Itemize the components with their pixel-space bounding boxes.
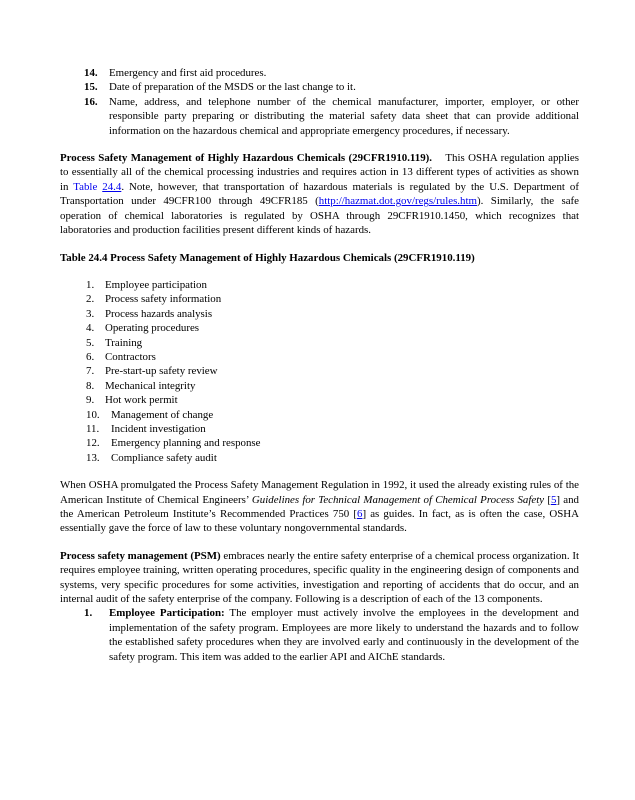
psm-definition-paragraph <box>60 549 579 607</box>
table-item <box>60 350 579 364</box>
table-item-text: Process safety information <box>105 293 222 306</box>
table-item <box>60 379 579 393</box>
list-item <box>60 95 579 138</box>
table-item-text: Compliance safety audit <box>111 451 217 464</box>
psm-heading: Process Safety Management of Highly Hazardous Chemicals (29CFR1910.119). <box>60 152 433 165</box>
osha-paragraph <box>60 478 579 536</box>
item-number: 1. <box>84 607 93 620</box>
osha-ref-open: [ <box>544 493 551 506</box>
table-item-number: 13. <box>86 451 100 464</box>
psm-components-list <box>60 606 579 664</box>
table-item <box>60 278 579 292</box>
psm-definition-text: embraces nearly the entire safety enterprise of a chemical process organization. It requires employee training, written operating procedures, specific quality in the engineering design of components and systems, very specific procedures for some activities, investigation and reporting of accidents that do occur, and an internal audit of the safety enterprise of the company. Following is a description of each of the 13 components. <box>60 549 579 605</box>
table-item-number: 8. <box>86 379 95 392</box>
osha-text-3: ] as guides. In fact, as is often the case, OSHA essentially gave the force of law to these voluntary nongovernmental standards. <box>60 507 580 535</box>
table-item <box>60 364 579 378</box>
document-page <box>60 66 582 664</box>
table-item-text: Pre-start-up safety review <box>105 365 218 378</box>
table-item-text: Management of change <box>111 408 214 421</box>
item-number: 16. <box>84 95 98 108</box>
table-link-number: 24.4 <box>102 180 122 193</box>
table-item <box>60 408 579 422</box>
table-item-text: Incident investigation <box>111 422 206 435</box>
table-item <box>60 422 579 436</box>
item-text: Name, address, and telephone number of the chemical manufacturer, importer, employer, or other responsible party preparing or distributing the material safety data sheet that can provide additional information on the hazardous chemical and appropriate emergency procedures, if necessary. <box>109 95 579 137</box>
osha-text-2: ] and the American Petroleum Institute’s Recommended Practices 750 [ <box>60 493 579 520</box>
table-item-number: 4. <box>86 322 95 335</box>
table-item-text: Training <box>105 336 143 349</box>
psm-paragraph <box>60 151 582 237</box>
table-item <box>60 307 579 321</box>
table-item-text: Emergency planning and response <box>111 437 261 450</box>
item-text: The employer must actively involve the employees in the development and implementation of the safety program. Employees are more likely to understand the hazards and to follow the established safety procedures when they are involved early and continuously in the development of the safety program. This item was added to the earlier API and AIChE standards. <box>109 607 579 663</box>
item-text: Emergency and first aid procedures. <box>109 67 267 79</box>
table-item-number: 5. <box>86 336 95 349</box>
table-item-number: 7. <box>86 365 95 378</box>
list-item <box>60 80 579 94</box>
table-item-number: 2. <box>86 293 95 306</box>
table-item-text: Hot work permit <box>105 394 178 407</box>
reference-link-5[interactable]: 5 <box>550 493 557 506</box>
table-item <box>60 451 579 465</box>
table-items-list <box>60 278 579 465</box>
item-text: Date of preparation of the MSDS or the last change to it. <box>109 81 356 94</box>
table-item-number: 11. <box>86 422 100 435</box>
table-item-number: 3. <box>86 307 95 320</box>
msds-items-list <box>60 66 579 138</box>
table-item-number: 1. <box>86 278 95 291</box>
table-item-number: 9. <box>86 394 95 407</box>
table-item-text: Operating procedures <box>105 322 200 335</box>
table-item-number: 12. <box>86 437 100 450</box>
table-item-text: Process hazards analysis <box>105 307 213 320</box>
table-item-number: 6. <box>86 350 95 363</box>
table-item <box>60 292 579 306</box>
table-link[interactable] <box>73 181 121 193</box>
list-item <box>60 66 579 80</box>
osha-text-1: When OSHA promulgated the Process Safety Management Regulation in 1992, it used the already existing rules of the American Institute of Chemical Engineers’ <box>60 479 579 506</box>
table-title: Table 24.4 Process Safety Management of Highly Hazardous Chemicals (29CFR1910.119) <box>60 252 475 265</box>
table-item <box>60 336 579 350</box>
psm-text-3: ). Similarly, the safe operation of chemical laboratories is regulated by OSHA through 29CFR1910.1450, which recognizes that laboratories and production facilities present different kinds of hazards. <box>60 195 579 237</box>
hazmat-url-link[interactable]: http://hazmat.dot.gov/regs/rules.htm <box>318 195 477 208</box>
table-item-number: 10. <box>86 408 100 421</box>
table-item-text: Mechanical integrity <box>105 379 196 392</box>
psm-text-1: This OSHA regulation applies to essentially all of the chemical processing industries and requires action in 13 different types of activities as shown in <box>60 152 582 193</box>
psm-text-2: . Note, however, that transportation of hazardous materials is regulated by the U.S. Department of Transportation under 49CFR100 through 49CFR185 ( <box>60 180 579 208</box>
item-number: 15. <box>84 81 98 94</box>
item-heading: Employee Participation: <box>109 607 225 620</box>
table-item <box>60 321 579 335</box>
reference-link-6[interactable]: 6 <box>356 507 363 520</box>
list-item <box>60 606 579 664</box>
psm-definition-term: Process safety management (PSM) <box>60 549 221 562</box>
table-item <box>60 436 579 450</box>
table-link-word: Table <box>73 180 98 193</box>
guidelines-title: Guidelines for Technical Management of Chemical Process Safety <box>251 493 545 506</box>
table-item-text: Employee participation <box>105 278 207 291</box>
table-item <box>60 393 579 407</box>
table-item-text: Contractors <box>105 350 156 363</box>
item-number: 14. <box>84 67 98 79</box>
